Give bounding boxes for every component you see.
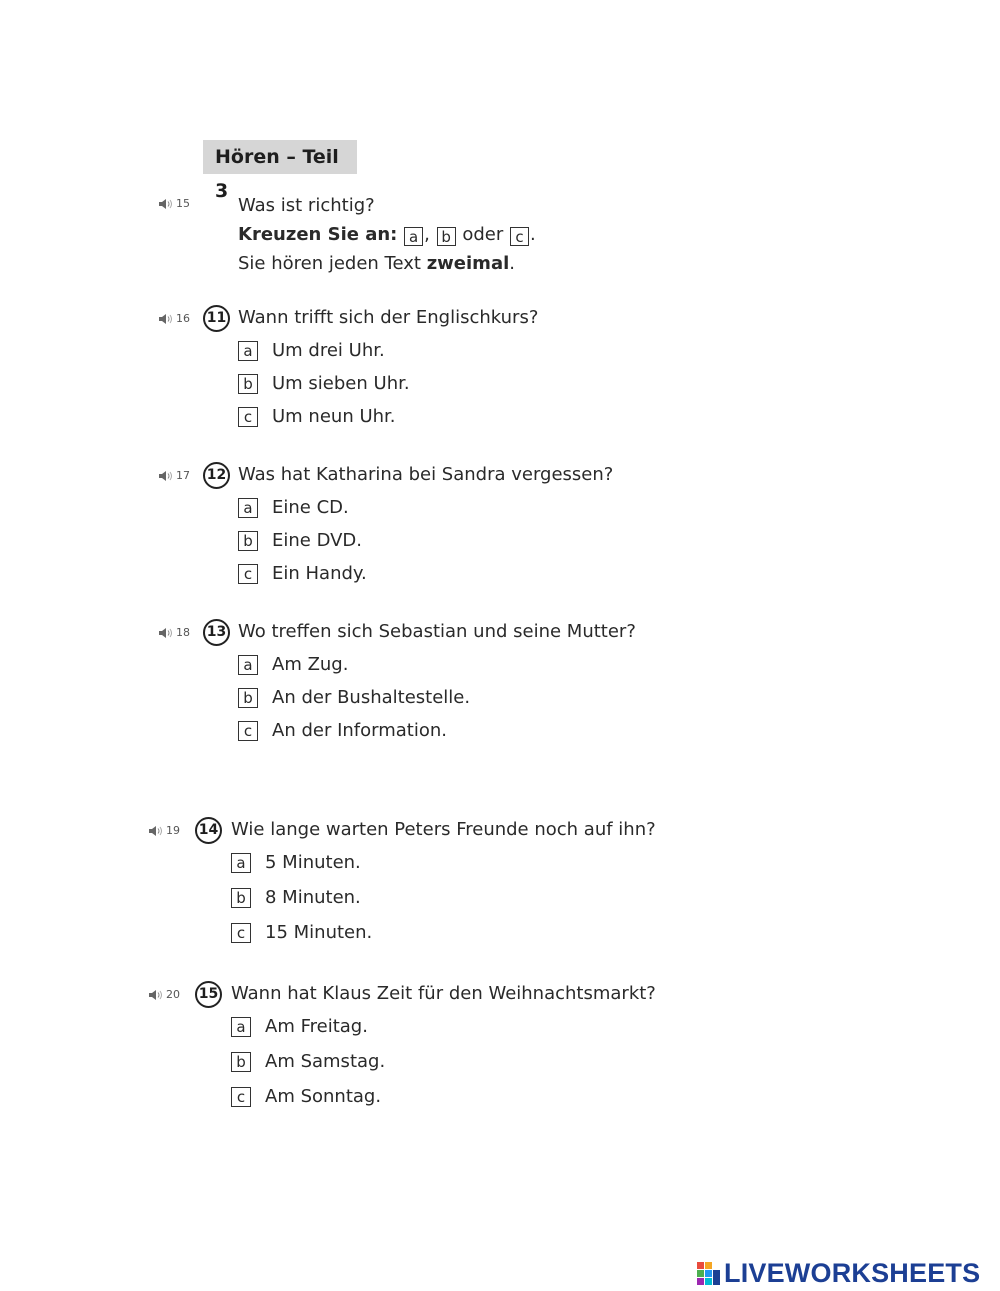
answer-option-a[interactable] xyxy=(238,497,349,518)
track-number: 15 xyxy=(176,197,190,210)
answer-checkbox[interactable]: c xyxy=(231,1087,251,1107)
answer-text: Um sieben Uhr. xyxy=(272,373,410,394)
audio-track-12[interactable] xyxy=(158,469,190,482)
answer-option-c[interactable] xyxy=(238,563,367,584)
instruction-twice-suffix: . xyxy=(509,253,515,274)
answer-text: Eine CD. xyxy=(272,497,349,518)
answer-text: Um drei Uhr. xyxy=(272,340,385,361)
answer-text: 15 Minuten. xyxy=(265,922,373,943)
instruction-mark: Kreuzen Sie an: a , b oder c . xyxy=(238,224,536,246)
logo-blocks-icon xyxy=(697,1262,721,1286)
answer-option-a[interactable] xyxy=(238,340,385,361)
speaker-icon xyxy=(148,825,163,837)
question-number: 11 xyxy=(203,305,230,332)
answer-option-b[interactable] xyxy=(238,687,470,708)
answer-checkbox[interactable]: a xyxy=(231,1017,251,1037)
answer-text: Am Zug. xyxy=(272,654,349,675)
speaker-icon xyxy=(158,627,173,639)
answer-checkbox[interactable]: b xyxy=(238,531,258,551)
answer-text: An der Bushaltestelle. xyxy=(272,687,471,708)
answer-text: Am Freitag. xyxy=(265,1016,368,1037)
question-text: Was hat Katharina bei Sandra vergessen? xyxy=(238,464,614,485)
answer-option-b[interactable] xyxy=(238,530,362,551)
question-text: Wann hat Klaus Zeit für den Weihnachtsmarkt? xyxy=(231,983,656,1004)
answer-checkbox[interactable]: c xyxy=(238,407,258,427)
track-number: 18 xyxy=(176,626,190,639)
answer-option-a[interactable] xyxy=(231,1016,368,1037)
instruction-oder: oder xyxy=(462,224,504,245)
example-box-b: b xyxy=(437,227,456,246)
answer-text: An der Information. xyxy=(272,720,447,741)
answer-option-c[interactable] xyxy=(238,720,447,741)
answer-text: Am Samstag. xyxy=(265,1051,386,1072)
answer-option-a[interactable] xyxy=(238,654,348,675)
answer-checkbox[interactable]: b xyxy=(238,374,258,394)
answer-text: 5 Minuten. xyxy=(265,852,361,873)
question-number: 14 xyxy=(195,817,222,844)
instruction-twice-prefix: Sie hören jeden Text xyxy=(238,253,421,274)
answer-option-b[interactable] xyxy=(231,887,361,908)
question-number: 12 xyxy=(203,462,230,489)
audio-track-11[interactable] xyxy=(158,312,190,325)
speaker-icon xyxy=(158,470,173,482)
section-title: Hören – Teil 3 xyxy=(203,140,357,174)
question-number: 13 xyxy=(203,619,230,646)
answer-option-c[interactable] xyxy=(231,922,372,943)
answer-option-a[interactable] xyxy=(231,852,361,873)
example-box-c: c xyxy=(510,227,529,246)
track-number: 16 xyxy=(176,312,190,325)
track-number: 19 xyxy=(166,824,180,837)
instructions xyxy=(238,191,536,278)
answer-checkbox[interactable]: c xyxy=(231,923,251,943)
answer-text: Um neun Uhr. xyxy=(272,406,396,427)
instruction-twice-bold: zweimal xyxy=(426,253,510,274)
speaker-icon xyxy=(148,989,163,1001)
instruction-twice xyxy=(238,249,536,278)
audio-track-13[interactable] xyxy=(158,626,190,639)
audio-track-intro[interactable] xyxy=(158,197,190,210)
logo-text: LIVEWORKSHEETS xyxy=(724,1258,981,1288)
instruction-question: Was ist richtig? xyxy=(238,195,375,216)
answer-checkbox[interactable]: b xyxy=(231,1052,251,1072)
answer-checkbox[interactable]: a xyxy=(238,655,258,675)
answer-checkbox[interactable]: b xyxy=(231,888,251,908)
audio-track-15[interactable] xyxy=(148,988,180,1001)
speaker-icon xyxy=(158,198,173,210)
example-box-a: a xyxy=(404,227,423,246)
answer-option-c[interactable] xyxy=(238,406,396,427)
answer-text: Eine DVD. xyxy=(272,530,363,551)
answer-text: Ein Handy. xyxy=(272,563,367,584)
question-text: Wo treffen sich Sebastian und seine Mutter? xyxy=(238,621,636,642)
answer-checkbox[interactable]: a xyxy=(231,853,251,873)
track-number: 20 xyxy=(166,988,180,1001)
question-number: 15 xyxy=(195,981,222,1008)
speaker-icon xyxy=(158,313,173,325)
track-number: 17 xyxy=(176,469,190,482)
answer-checkbox[interactable]: c xyxy=(238,721,258,741)
answer-checkbox[interactable]: a xyxy=(238,341,258,361)
question-text: Wann trifft sich der Englischkurs? xyxy=(238,307,539,328)
audio-track-14[interactable] xyxy=(148,824,180,837)
answer-checkbox[interactable]: a xyxy=(238,498,258,518)
instruction-mark-prefix: Kreuzen Sie an: xyxy=(238,224,398,245)
answer-checkbox[interactable]: c xyxy=(238,564,258,584)
answer-checkbox[interactable]: b xyxy=(238,688,258,708)
answer-option-b[interactable] xyxy=(231,1051,385,1072)
liveworksheets-logo xyxy=(697,1258,980,1289)
answer-option-c[interactable] xyxy=(231,1086,381,1107)
answer-text: 8 Minuten. xyxy=(265,887,361,908)
answer-text: Am Sonntag. xyxy=(265,1086,382,1107)
answer-option-b[interactable] xyxy=(238,373,410,394)
question-text: Wie lange warten Peters Freunde noch auf ihn? xyxy=(231,819,656,840)
